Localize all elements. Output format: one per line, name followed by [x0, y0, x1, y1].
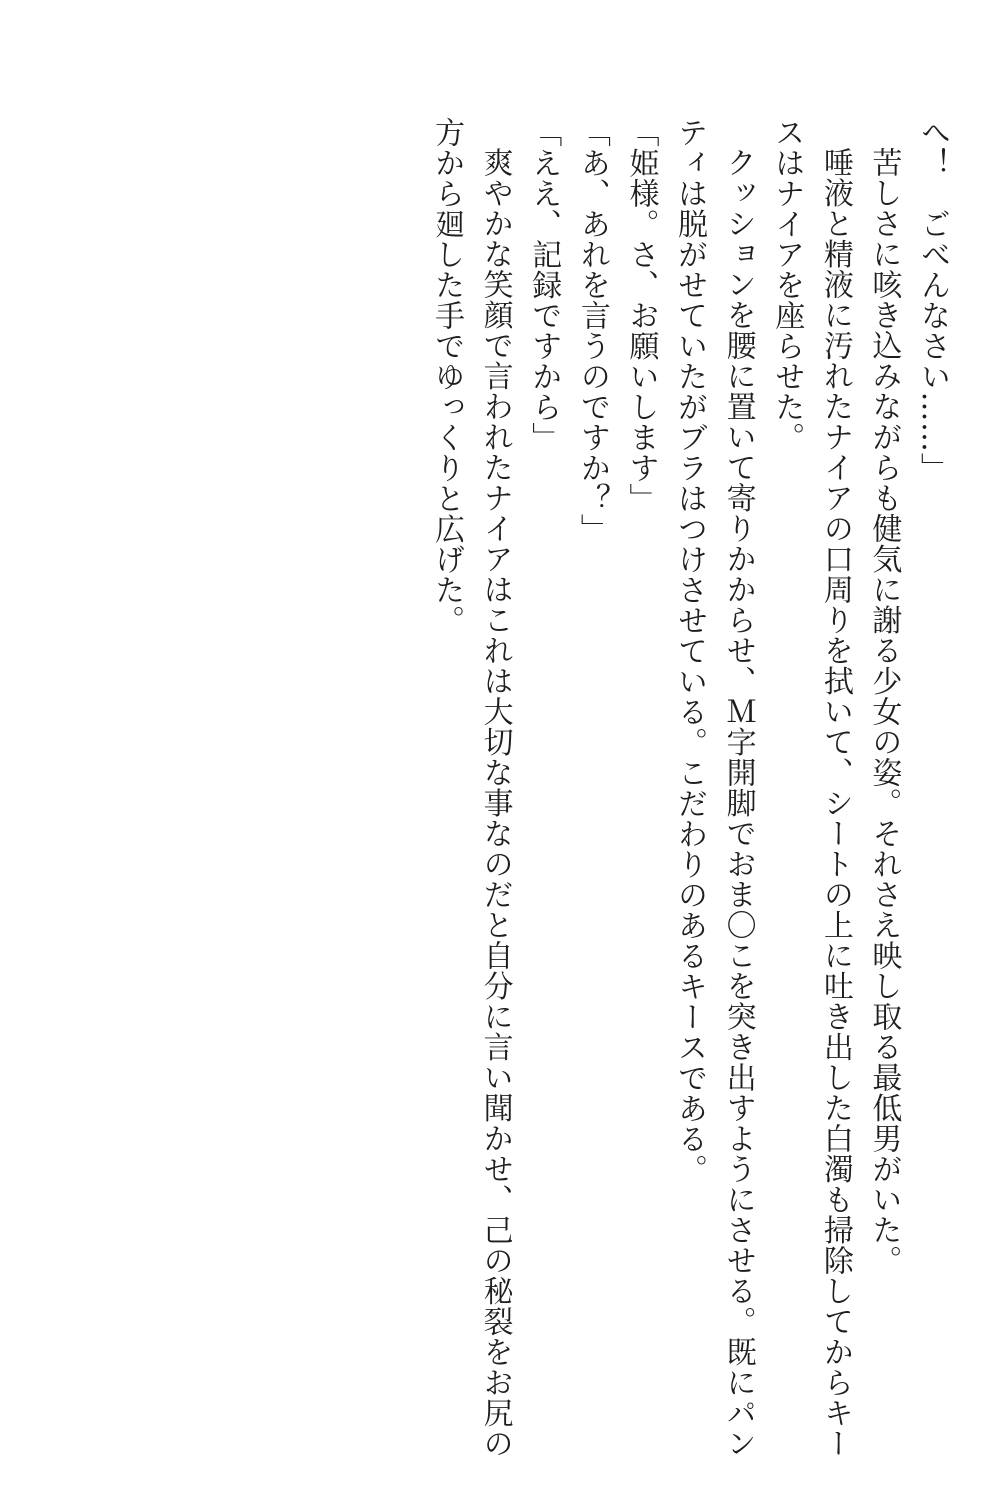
paragraph-narration: クッションを腰に置いて寄りかからせ、Ｍ字開脚でおま〇こを突き出すようにさせる。既にパンティは脱がせていたがブラはつけさせている。こだわりのあるキースである。	[672, 117, 756, 1459]
paragraph-dialogue-continuation: へ！ ごべんなさい……」	[915, 117, 950, 483]
paragraph-narration: 爽やかな笑顔で言われたナイアはこれは大切な事なのだと自分に言い聞かせ、己の秘裂をお尻の方から廻した手でゆっくりと広げた。	[429, 117, 513, 1459]
paragraph-narration: 唾液と精液に汚れたナイアの口周りを拭いて、シートの上に吐き出した白濁も掃除してからキースはナイアを座らせた。	[769, 117, 853, 1459]
paragraph-dialogue: 「ええ、記録ですから」	[526, 117, 562, 453]
paragraph-dialogue: 「あ、あれを言うのですか？」	[574, 117, 610, 544]
vertical-text-block	[421, 117, 956, 1465]
paragraph-dialogue: 「姫様。さ、お願いします」	[623, 117, 659, 514]
paragraph-narration: 苦しさに咳き込みながらも健気に謝る少女の姿。それさえ映し取る最低男がいた。	[866, 147, 902, 1276]
